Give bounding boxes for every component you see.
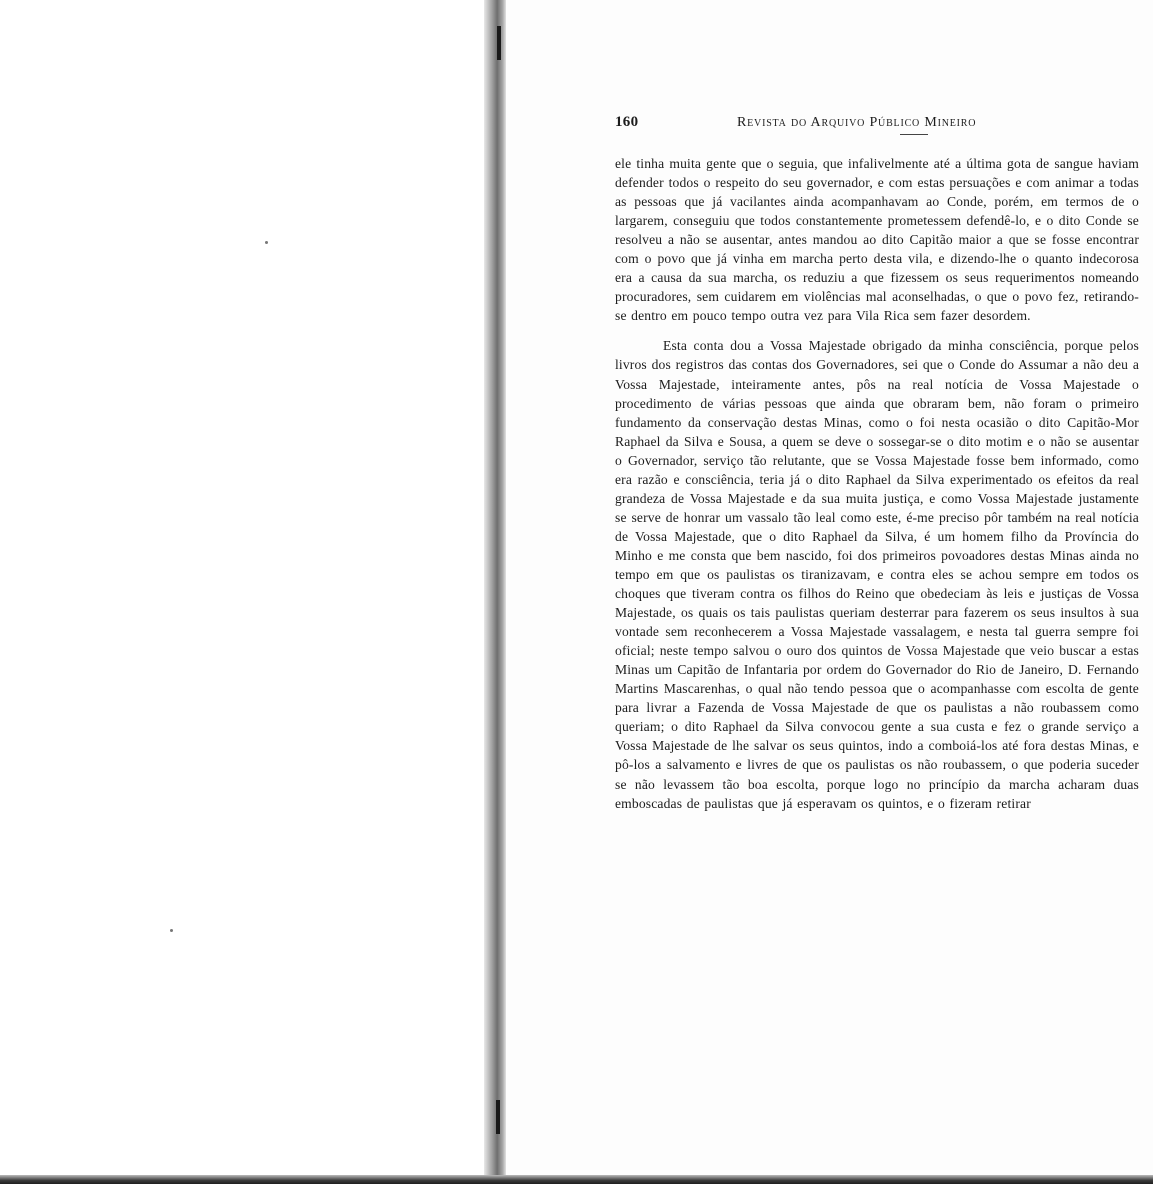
header-underline bbox=[900, 134, 928, 135]
page-number: 160 bbox=[615, 114, 639, 130]
bottom-scan-edge bbox=[0, 1175, 1153, 1184]
blank-left-page bbox=[0, 0, 484, 1184]
paper-speck bbox=[170, 929, 173, 932]
paper-speck bbox=[265, 241, 268, 244]
gutter-binding-mark bbox=[497, 26, 501, 60]
page-body-text bbox=[615, 154, 1139, 813]
journal-title: Revista do Arquivo Público Mineiro bbox=[737, 115, 977, 130]
gutter-binding-mark bbox=[496, 1100, 500, 1134]
paragraph: Esta conta dou a Vossa Majestade obrigado da minha consciência, porque pelos livros dos registros das contas dos Governadores, sei que o Conde do Assumar a não deu a Vossa Majestade, inteiramente antes, pôs na real notícia de Vossa Majestade o procedimento de várias pessoas que ainda que obraram bem, não foram o primeiro fundamento da conservação destas Minas, como o foi nesta ocasião o dito Capitão-Mor Raphael da Silva e Sousa, a quem se deve o sossegar-se o dito motim e o não se ausentar o Governador, serviço tão relutante, que se Vossa Majestade fosse bem informado, como era razão e consciência, teria já o dito Raphael da Silva experimentado os efeitos da real grandeza de Vossa Majestade e da sua muita justiça, e como Vossa Majestade justamente se serve de honrar um vassalo tão leal como este, é-me preciso pôr também na real notícia de Vossa Majestade, que o dito Raphael da Silva, é um homem filho da Província do Minho e me consta que bem nascido, foi dos primeiros povoadores destas Minas ainda no tempo em que os paulistas os tiranizavam, e contra eles se achou sempre em todos os choques que tiveram contra os filhos do Reino que obedeciam às leis e justiças de Vossa Majestade, os quais os tais paulistas queriam desterrar para fazerem os seus insultos à sua vontade sem reconhecerem a Vossa Majestade vassalagem, e nesta tal guerra sempre foi oficial; neste tempo salvou o ouro dos quintos de Vossa Majestade que veio buscar a estas Minas um Capitão de Infantaria por ordem do Governador do Rio de Janeiro, D. Fernando Martins Mascarenhas, o qual não tendo pessoa que o acompanhasse com escolta de gente para livrar a Fazenda de Vossa Majestade de que os paulistas a não roubassem como queriam; o dito Raphael da Silva convocou gente a sua custa e fez o grande serviço a Vossa Majestade de lhe salvar os seus quintos, indo a comboiá-los até fora destas Minas, e pô-los a salvamento e livres de que os paulistas os não roubassem, o que poderia suceder se não levassem tão boa escolta, porque logo no princípio da marcha acharam duas emboscadas de paulistas que já esperavam os quintos, e o fizeram retirar bbox=[615, 338, 1139, 811]
running-head bbox=[615, 114, 1140, 134]
paragraph-continuation: ele tinha muita gente que o seguia, que infalivelmente até a última gota de sangue haviam defender todos o respeito do seu governador, e com estas persuações e com animar a todas as pessoas que já vacilantes ainda acompanhavam ao Conde, porém, em termos de o largarem, conseguiu que todos constantemente prometessem defendê-lo, e o dito Conde se resolveu a não se ausentar, antes mandou ao dito Capitão maior a que se fosse encontrar com o povo que já vinha em marcha perto desta vila, e dizendo-lhe o quanto indecorosa era a causa da sua marcha, os reduziu a que fizessem os seus requerimentos nomeando procuradores, sem cuidarem em violências mal aconselhadas, o que o povo fez, retirando-se dentro em pouco tempo outra vez para Vila Rica sem fazer desordem. bbox=[615, 156, 1139, 324]
book-gutter bbox=[484, 0, 506, 1175]
